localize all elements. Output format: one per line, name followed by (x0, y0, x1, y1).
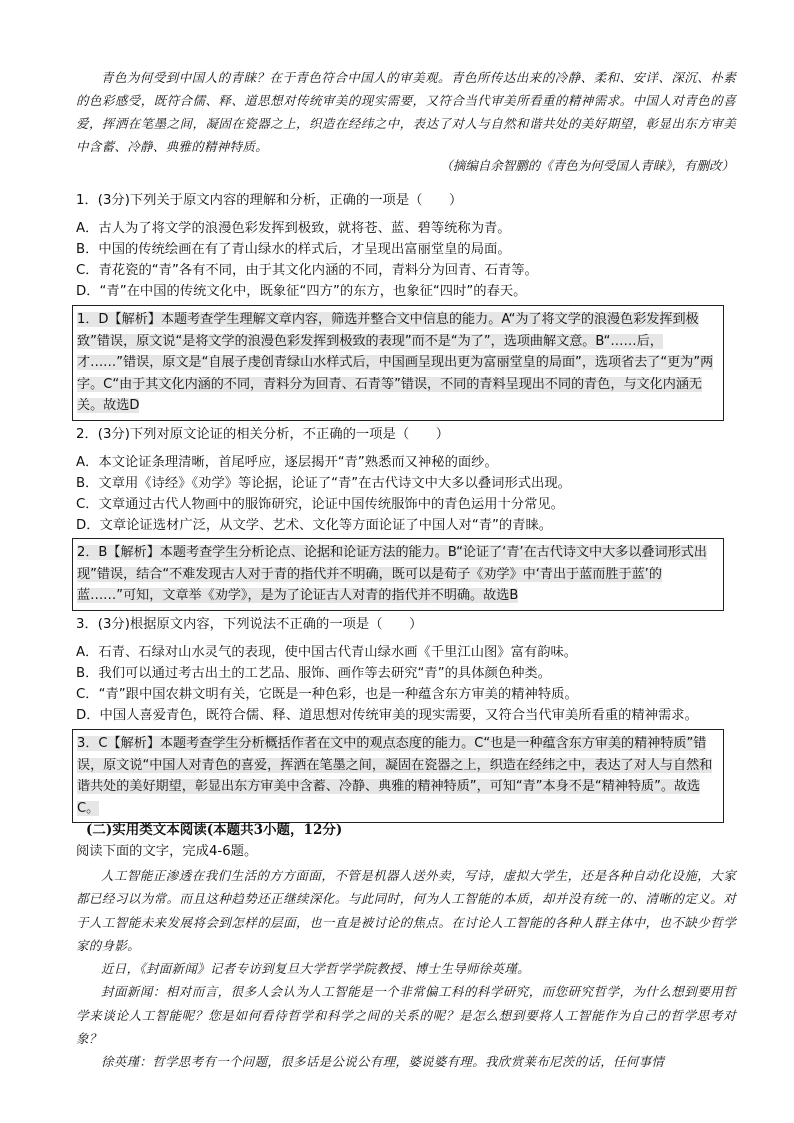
passage-paragraph: 封面新闻：相对而言，很多人会认为人工智能是一个非常偏工科的科学研究，而您研究哲学，为什么想到要用哲学来谈论人工智能呢？您是如何看待哲学和科学之间的关系的呢？是怎么想到要将人工智能作为自己的哲学思考对象？ (76, 984, 736, 1047)
question-2 (76, 424, 736, 536)
option-c: C．“青”跟中国农耕文明有关，它既是一种色彩，也是一种蕴含东方审美的精神特质。 (76, 687, 578, 702)
intro-passage (76, 66, 736, 158)
option-b: B．我们可以通过考古出土的工艺品、服饰、画作等去研究“青”的具体颜色种类。 (76, 666, 551, 681)
option-c: C．文章通过古代人物画中的服饰研究，论证中国传统服饰中的青色运用十分常见。 (76, 497, 564, 512)
option-d: D．中国人喜爱青色，既符合儒、释、道思想对传统审美的现实需要，又符合当代审美所看重的精神需求。 (76, 708, 698, 723)
answer-text: 3．C【解析】本题考查学生分析概括作者在文中的观点态度的能力。C“也是一种蕴含东方审美的精神特质”错误，原文说“中国人对青色的喜爱，挥洒在笔墨之间，凝固在瓷器之上，织造在经纬之中，表达了对人与自然和谐共处的美好期望，彰显出东方审美中含蓄、冷静、典雅的精神特质”，可知“青”本身不是“精神特质”。故选C。 (77, 736, 713, 816)
answer-box-1 (72, 305, 724, 421)
question-stem: 1．(3分)下列关于原文内容的理解和分析，正确的一项是（ ） (76, 193, 463, 208)
option-b: B．中国的传统绘画在有了青山绿水的样式后，才呈现出富丽堂皇的局面。 (76, 242, 511, 257)
passage-paragraph: 人工智能正渗透在我们生活的方方面面，不管是机器人送外卖，写诗，虚拟大学生，还是各种自动化设施，大家都已经习以为常。而且这种趋势还正继续深化。与此同时，何为人工智能的本质，却并没有统一的、清晰的定义。对于人工智能未来发展将会到怎样的层面，也一直是被讨论的焦点。在讨论人工智能的各种人群主体中，也不缺少哲学家的身影。 (76, 868, 736, 953)
question-stem: 2．(3分)下列对原文论证的相关分析，不正确的一项是（ ） (76, 427, 450, 442)
answer-box-2 (72, 538, 724, 611)
question-3 (76, 614, 736, 726)
section-heading: (二)实用类文本阅读(本题共3小题，12分) (86, 822, 343, 838)
option-d: D．文章论证选材广泛，从文学、艺术、文化等方面论证了中国人对“青”的青睐。 (76, 518, 553, 533)
option-b: B．文章用《诗经》《劝学》等论据，论证了“青”在古代诗文中大多以叠词形式出现。 (76, 476, 571, 491)
option-d: D．“青”在中国的传统文化中，既象征“四方”的东方，也象征“四时”的春天。 (76, 284, 527, 299)
intro-citation: （摘编自余智鹏的《青色为何受国人青睐》，有删改） (440, 158, 734, 173)
option-a: A．本文论证条理清晰，首尾呼应，逐层揭开“青”熟悉而又神秘的面纱。 (76, 455, 498, 470)
answer-text: 1．D【解析】本题考查学生理解文章内容，筛选并整合文中信息的能力。A“为了将文学的浪漫色彩发挥到极致”错误，原文说“是将文学的浪漫色彩发挥到极致的表现”而不是“为了”，选项曲解文意。B“……后，才……”错误，原文是“自展子虔创青绿山水样式后，中国画呈现出更为富丽堂皇的局面”，选项省去了“更为”两字。C“由于其文化内涵的不同，青料分为回青、石青等”错误，不同的青料呈现出不同的青色，与文化内涵无关。故选D (77, 312, 714, 413)
question-1 (76, 190, 736, 302)
answer-text: 2．B【解析】本题考查学生分析论点、论据和论证方法的能力。B“论证了‘青’在古代诗文中大多以叠词形式出现”错误，结合“不难发现古人对于青的指代并不明确，既可以是荀子《劝学》中‘青出于蓝而胜于蓝’的蓝……”可知，文章举《劝学》，是为了论证古人对青的指代并不明确。故选B (77, 545, 707, 603)
interview-passage (76, 864, 736, 1074)
answer-box-3 (72, 729, 724, 823)
section-instruction: 阅读下面的文字，完成4-6题。 (76, 844, 258, 859)
intro-paragraph: 青色为何受到中国人的青睐？在于青色符合中国人的审美观。青色所传达出来的冷静、柔和、安详、深沉、朴素的色彩感受，既符合儒、释、道思想对传统审美的现实需要，又符合当代审美所看重的精神需求。中国人对青色的喜爱，挥洒在笔墨之间，凝固在瓷器之上，织造在经纬之中，表达了对人与自然和谐共处的美好期望，彰显出东方审美中含蓄、冷静、典雅的精神特质。 (76, 70, 736, 154)
option-c: C．青花瓷的“青”各有不同，由于其文化内涵的不同，青料分为回青、石青等。 (76, 263, 538, 278)
passage-paragraph: 近日，《封面新闻》记者专访到复旦大学哲学学院教授、博士生导师徐英瑾。 (101, 961, 530, 977)
question-stem: 3．(3分)根据原文内容，下列说法不正确的一项是（ ） (76, 617, 423, 632)
passage-paragraph: 徐英瑾：哲学思考有一个问题，很多话是公说公有理，婆说婆有理。我欣赏莱布尼茨的话，任何事情 (101, 1054, 665, 1070)
option-a: A．古人为了将文学的浪漫色彩发挥到极致，就将苍、蓝、碧等统称为青。 (76, 221, 511, 236)
option-a: A．石青、石绿对山水灵气的表现，使中国古代青山绿水画《千里江山图》富有韵味。 (76, 645, 578, 660)
